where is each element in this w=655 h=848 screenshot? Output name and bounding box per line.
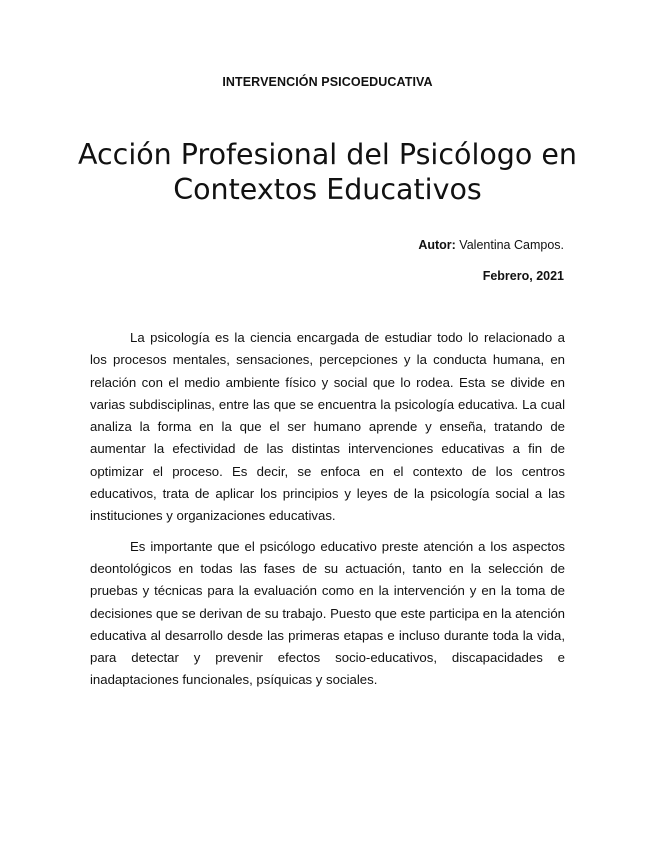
document-date: Febrero, 2021 — [482, 269, 564, 283]
document-title: Acción Profesional del Psicólogo en Contextos Educativos — [77, 138, 577, 206]
author-line — [418, 238, 564, 252]
paragraph: La psicología es la ciencia encargada de estudiar todo lo relacionado a los procesos mentales, sensaciones, percepciones y la conducta humana, en relación con el medio ambiente físico y social que lo rodea. Esta se divide en varias subdisciplinas, entre las que se encuentra la psicología educativa. La cual analiza la forma en la que el ser humano aprende y enseña, tratando de aumentar la efectividad de las distintas intervenciones educativas a fin de optimizar el proceso. Es decir, se enfoca en el contexto de los centros educativos, trata de aplicar los principios y leyes de la psicología social a las instituciones y organizaciones educativas. — [90, 330, 565, 524]
paragraph: Es importante que el psicólogo educativo preste atención a los aspectos deontológicos en todas las fases de su actuación, tanto en la selección de pruebas y técnicas para la evaluación como en la intervención y en la toma de decisiones que se derivan de su trabajo. Puesto que este participa en la atención educativa al desarrollo desde las primeras etapas e incluso durante toda la vida, para detectar y prevenir efectos socio-educativos, discapacidades e inadaptaciones funcionales, psíquicas y sociales. — [90, 538, 565, 688]
section-label: INTERVENCIÓN PSICOEDUCATIVA — [222, 75, 433, 89]
author-label: Autor: — [418, 238, 456, 252]
author-name: Valentina Campos. — [455, 238, 564, 252]
body-text — [90, 327, 565, 700]
